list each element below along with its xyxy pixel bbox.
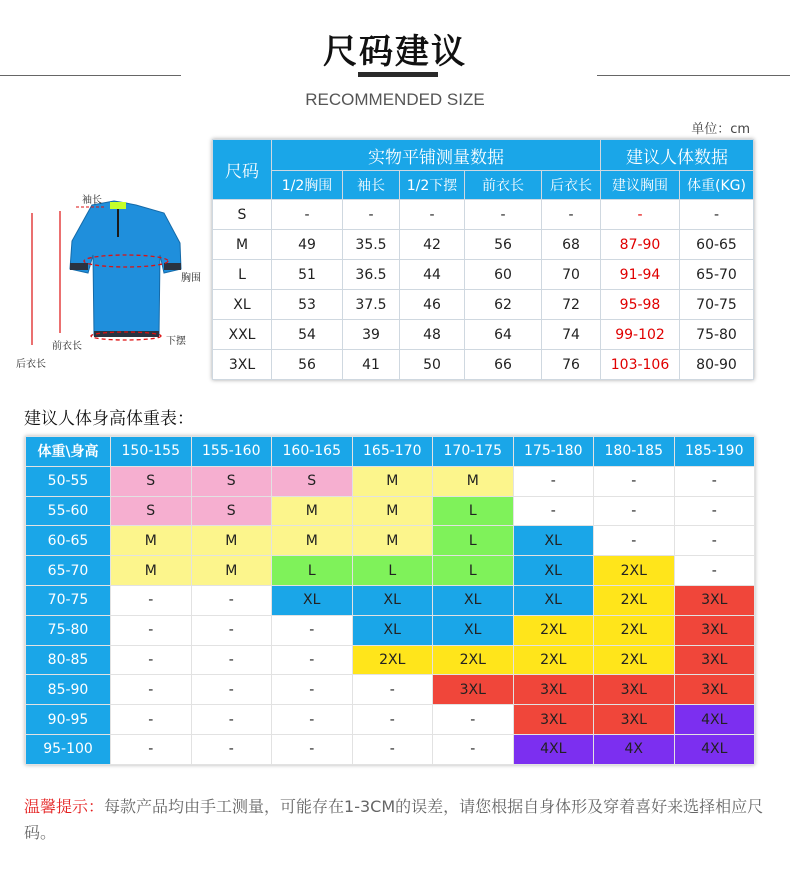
table-cell: 65-70 — [680, 260, 754, 290]
size-recommendation-cell: M — [433, 466, 514, 496]
table-cell: 44 — [400, 260, 465, 290]
size-recommendation-cell: - — [433, 734, 514, 764]
column-header: 建议胸围 — [601, 171, 680, 200]
size-recommendation-cell: 2XL — [594, 585, 675, 615]
table-cell: - — [272, 200, 343, 230]
table-cell: 54 — [272, 320, 343, 350]
table-cell: 56 — [272, 350, 343, 380]
label-back-length: 后衣长 — [16, 359, 46, 370]
table-row — [213, 290, 754, 320]
size-recommendation-cell: - — [191, 615, 272, 645]
table-cell: 42 — [400, 230, 465, 260]
table-row — [26, 705, 755, 735]
table-row — [26, 556, 755, 586]
column-header: 后衣长 — [542, 171, 601, 200]
size-recommendation-cell: S — [111, 466, 192, 496]
label-hem: 下摆 — [166, 336, 186, 347]
weight-row-header: 90-95 — [26, 705, 111, 735]
table-row — [26, 645, 755, 675]
size-recommendation-cell: XL — [513, 526, 594, 556]
label-sleeve: 袖长 — [82, 195, 102, 206]
table-cell: 39 — [343, 320, 400, 350]
table-cell: 76 — [542, 350, 601, 380]
table-cell: 66 — [465, 350, 542, 380]
size-recommendation-cell: M — [191, 556, 272, 586]
weight-row-header: 55-60 — [26, 496, 111, 526]
table-cell: 74 — [542, 320, 601, 350]
table-cell: 49 — [272, 230, 343, 260]
size-recommendation-cell: XL — [433, 585, 514, 615]
size-recommendation-cell: XL — [272, 585, 353, 615]
size-recommendation-cell: M — [352, 526, 433, 556]
size-recommendation-cell: - — [674, 556, 755, 586]
table-cell: 46 — [400, 290, 465, 320]
table-cell: - — [400, 200, 465, 230]
table-cell: 53 — [272, 290, 343, 320]
weight-row-header: 70-75 — [26, 585, 111, 615]
size-recommendation-cell: 2XL — [594, 556, 675, 586]
table-cell: - — [343, 200, 400, 230]
group-garment-header: 实物平铺测量数据 — [272, 140, 601, 171]
table-cell: 95-98 — [601, 290, 680, 320]
table-row — [26, 526, 755, 556]
table-cell: - — [465, 200, 542, 230]
size-recommendation-cell: S — [272, 466, 353, 496]
size-cell: XL — [213, 290, 272, 320]
size-recommendation-cell: 2XL — [513, 615, 594, 645]
size-cell: M — [213, 230, 272, 260]
size-recommendation-cell: 3XL — [433, 675, 514, 705]
size-recommendation-cell: - — [111, 675, 192, 705]
size-recommendation-cell: L — [272, 556, 353, 586]
table-cell: 51 — [272, 260, 343, 290]
table-cell: - — [601, 200, 680, 230]
size-recommendation-cell: - — [272, 705, 353, 735]
table-cell: - — [542, 200, 601, 230]
size-recommendation-cell: - — [191, 734, 272, 764]
table-cell: 91-94 — [601, 260, 680, 290]
size-recommendation-cell: XL — [513, 585, 594, 615]
divider-right — [597, 75, 790, 76]
table-cell: 64 — [465, 320, 542, 350]
size-recommendation-cell: 4XL — [674, 734, 755, 764]
table-cell: 99-102 — [601, 320, 680, 350]
table-row — [26, 615, 755, 645]
tip-label: 温馨提示： — [24, 797, 105, 816]
size-recommendation-cell: - — [111, 585, 192, 615]
group-body-header: 建议人体数据 — [601, 140, 754, 171]
weight-height-title: 建议人体身高体重表： — [24, 409, 194, 429]
size-header: 尺码 — [213, 140, 272, 200]
size-recommendation-cell: M — [111, 556, 192, 586]
weight-row-header: 75-80 — [26, 615, 111, 645]
table-row — [26, 675, 755, 705]
size-recommendation-cell: M — [272, 496, 353, 526]
size-recommendation-cell: M — [352, 466, 433, 496]
table-row — [26, 496, 755, 526]
size-recommendation-cell: - — [191, 585, 272, 615]
size-cell: S — [213, 200, 272, 230]
size-recommendation-cell: - — [111, 615, 192, 645]
table-row — [213, 260, 754, 290]
weight-row-header: 60-65 — [26, 526, 111, 556]
size-recommendation-cell: 3XL — [674, 615, 755, 645]
size-recommendation-cell: L — [433, 526, 514, 556]
size-recommendation-cell: - — [674, 496, 755, 526]
size-recommendation-cell: - — [272, 645, 353, 675]
size-recommendation-cell: 4XL — [674, 705, 755, 735]
size-recommendation-cell: - — [272, 615, 353, 645]
size-recommendation-cell: 3XL — [674, 585, 755, 615]
size-measurement-table — [212, 139, 754, 380]
table-cell: 36.5 — [343, 260, 400, 290]
size-recommendation-cell: 3XL — [594, 705, 675, 735]
size-recommendation-cell: 2XL — [513, 645, 594, 675]
table-row — [26, 466, 755, 496]
size-recommendation-cell: L — [433, 496, 514, 526]
size-recommendation-cell: L — [352, 556, 433, 586]
size-recommendation-cell: 3XL — [674, 645, 755, 675]
size-recommendation-cell: L — [433, 556, 514, 586]
weight-row-header: 80-85 — [26, 645, 111, 675]
height-column-header: 165-170 — [352, 437, 433, 467]
size-recommendation-cell: 3XL — [513, 705, 594, 735]
table-cell: 72 — [542, 290, 601, 320]
size-recommendation-cell: XL — [433, 615, 514, 645]
size-recommendation-cell: - — [513, 466, 594, 496]
size-recommendation-cell: 4X — [594, 734, 675, 764]
size-recommendation-cell: 4XL — [513, 734, 594, 764]
size-cell: XXL — [213, 320, 272, 350]
size-recommendation-cell: M — [272, 526, 353, 556]
tip-note — [24, 794, 769, 846]
page-title: 尺码建议 — [323, 32, 467, 72]
table-row — [26, 585, 755, 615]
table-header-row — [26, 437, 755, 467]
size-recommendation-cell: - — [594, 526, 675, 556]
size-recommendation-cell: 2XL — [433, 645, 514, 675]
height-column-header: 175-180 — [513, 437, 594, 467]
size-recommendation-cell: 3XL — [594, 675, 675, 705]
weight-row-header: 50-55 — [26, 466, 111, 496]
table-row — [213, 230, 754, 260]
table-cell: - — [680, 200, 754, 230]
table-row — [26, 734, 755, 764]
column-header: 袖长 — [343, 171, 400, 200]
size-recommendation-cell: XL — [513, 556, 594, 586]
table-cell: 48 — [400, 320, 465, 350]
weight-row-header: 65-70 — [26, 556, 111, 586]
shirt-diagram — [14, 185, 214, 370]
size-recommendation-cell: S — [111, 496, 192, 526]
weight-height-table — [25, 436, 755, 765]
size-recommendation-cell: 2XL — [594, 615, 675, 645]
size-recommendation-cell: - — [191, 705, 272, 735]
size-recommendation-cell: XL — [352, 615, 433, 645]
table-cell: 60-65 — [680, 230, 754, 260]
table-cell: 70 — [542, 260, 601, 290]
size-recommendation-cell: - — [111, 734, 192, 764]
column-header: 前衣长 — [465, 171, 542, 200]
height-column-header: 150-155 — [111, 437, 192, 467]
size-recommendation-cell: - — [352, 734, 433, 764]
size-recommendation-cell: XL — [352, 585, 433, 615]
unit-label: 单位：cm — [691, 122, 750, 137]
size-recommendation-cell: - — [352, 675, 433, 705]
title-underline — [358, 72, 438, 77]
page-subtitle: RECOMMENDED SIZE — [305, 90, 485, 109]
size-recommendation-cell: 3XL — [674, 675, 755, 705]
size-recommendation-cell: M — [191, 526, 272, 556]
table-row — [213, 200, 754, 230]
table-row — [213, 350, 754, 380]
size-recommendation-cell: - — [272, 675, 353, 705]
table-cell: 103-106 — [601, 350, 680, 380]
table-cell: 87-90 — [601, 230, 680, 260]
height-column-header: 170-175 — [433, 437, 514, 467]
table-cell: 70-75 — [680, 290, 754, 320]
size-recommendation-cell: 3XL — [513, 675, 594, 705]
size-recommendation-cell: 2XL — [594, 645, 675, 675]
table-cell: 62 — [465, 290, 542, 320]
table-cell: 56 — [465, 230, 542, 260]
size-recommendation-cell: - — [594, 496, 675, 526]
divider-left — [0, 75, 181, 76]
size-recommendation-cell: - — [272, 734, 353, 764]
table-cell: 80-90 — [680, 350, 754, 380]
table-cell: 75-80 — [680, 320, 754, 350]
size-recommendation-cell: - — [674, 466, 755, 496]
height-column-header: 160-165 — [272, 437, 353, 467]
column-header: 体重(KG) — [680, 171, 754, 200]
table-cell: 35.5 — [343, 230, 400, 260]
label-chest: 胸围 — [181, 273, 201, 284]
table-cell: 41 — [343, 350, 400, 380]
height-column-header: 185-190 — [674, 437, 755, 467]
height-column-header: 155-160 — [191, 437, 272, 467]
size-recommendation-cell: M — [111, 526, 192, 556]
size-recommendation-cell: S — [191, 466, 272, 496]
size-cell: L — [213, 260, 272, 290]
table-cell: 37.5 — [343, 290, 400, 320]
tip-text: 每款产品均由手工测量，可能存在1-3CM的误差，请您根据自身体形及穿着喜好来选择相应尺码。 — [24, 797, 764, 842]
corner-header: 体重\身高 — [26, 437, 111, 467]
column-header: 1/2下摆 — [400, 171, 465, 200]
table-row — [213, 320, 754, 350]
table-cell: 60 — [465, 260, 542, 290]
size-recommendation-cell: - — [191, 645, 272, 675]
size-recommendation-cell: - — [191, 675, 272, 705]
size-cell: 3XL — [213, 350, 272, 380]
table-cell: 68 — [542, 230, 601, 260]
size-recommendation-cell: M — [352, 496, 433, 526]
label-front-length: 前衣长 — [52, 341, 82, 352]
size-recommendation-cell: S — [191, 496, 272, 526]
height-column-header: 180-185 — [594, 437, 675, 467]
size-recommendation-cell: - — [594, 466, 675, 496]
table-cell: 50 — [400, 350, 465, 380]
weight-row-header: 95-100 — [26, 734, 111, 764]
size-recommendation-cell: - — [352, 705, 433, 735]
size-recommendation-cell: - — [674, 526, 755, 556]
size-recommendation-cell: 2XL — [352, 645, 433, 675]
column-header: 1/2胸围 — [272, 171, 343, 200]
size-recommendation-cell: - — [433, 705, 514, 735]
size-recommendation-cell: - — [111, 645, 192, 675]
size-recommendation-cell: - — [513, 496, 594, 526]
weight-row-header: 85-90 — [26, 675, 111, 705]
size-recommendation-cell: - — [111, 705, 192, 735]
